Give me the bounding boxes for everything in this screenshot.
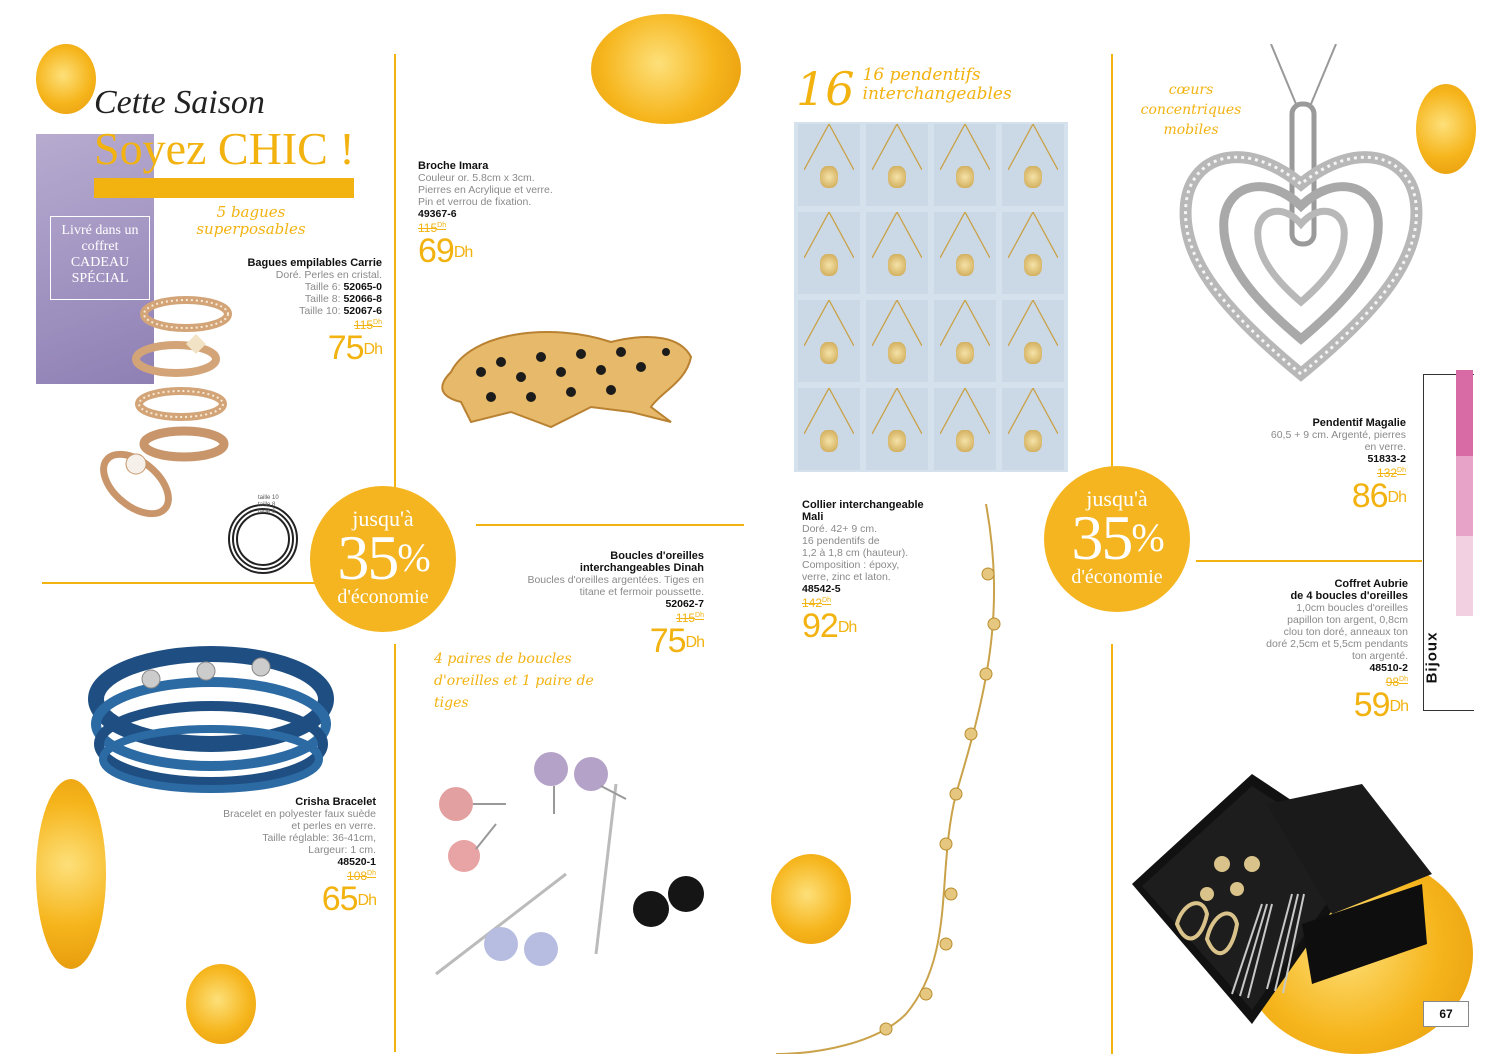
- chain-line: [940, 212, 990, 259]
- chain-line: [804, 388, 854, 435]
- pendant-cell: [1002, 212, 1064, 294]
- old-price: $115^{Dh}$: [353, 318, 382, 332]
- title-line1: Cette Saison: [94, 84, 265, 121]
- chain-line: [1008, 212, 1058, 259]
- product-name: Bagues empilables Carrie: [247, 257, 382, 269]
- discount-badge-left: jusqu'à 35% d'économie: [310, 486, 456, 632]
- pendant-charm: [1024, 254, 1042, 276]
- product-bracelet: Crisha Bracelet Bracelet en polyester faux suède et perles en verre. Taille réglable: 36-41cm, Largeur: 1 cm. 48520-1 $108^{Dh}$ $65^{Dh}$: [166, 796, 376, 916]
- flower-bottom-left-2: [186, 964, 256, 1044]
- divider-h3: [1196, 560, 1422, 562]
- size-row: Taille 6: 52065-0: [304, 281, 382, 293]
- page-number: 67: [1423, 1001, 1469, 1027]
- product-necklace: Collier interchangeable Mali Doré. 42+ 9 cm. 16 pendentifs de 1,2 à 1,8 cm (hauteur). Composition : époxy, verre, zinc et laton. 48542-5 $142^{Dh}$ $92^{Dh}$: [802, 499, 962, 643]
- price: $65^{Dh}$: [321, 880, 376, 918]
- chain-line: [872, 124, 922, 171]
- price: $59^{Dh}$: [1353, 686, 1408, 724]
- pendant-cell: [798, 300, 860, 382]
- tab-stripe-2: [1456, 456, 1473, 536]
- pendant-cell: [1002, 388, 1064, 470]
- annotation-pendants: 16 16 pendentifs interchangeables: [796, 62, 1012, 116]
- chain-line: [1008, 300, 1058, 347]
- title-bar: [94, 178, 354, 198]
- title-line2: Soyez CHIC !: [94, 123, 355, 174]
- old-price: $115^{Dh}$: [418, 221, 447, 235]
- pendant-charm: [888, 166, 906, 188]
- product-pendant: Pendentif Magalie 60,5 + 9 cm. Argenté, pierres en verre. 51833-2 $132^{Dh}$ $86^{Dh}$: [1196, 417, 1406, 513]
- bracelet-image: [86, 629, 336, 794]
- chain-line: [804, 212, 854, 259]
- pendant-cell: [866, 212, 928, 294]
- catalog-spread: [36, 44, 1473, 1054]
- pendant-charm: [820, 430, 838, 452]
- pendant-charm: [820, 166, 838, 188]
- price: $86^{Dh}$: [1351, 477, 1406, 515]
- old-price: $142^{Dh}$: [802, 596, 831, 610]
- pendant-cell: [866, 124, 928, 206]
- chain-line: [940, 300, 990, 347]
- pendant-cell: [866, 300, 928, 382]
- price: $92^{Dh}$: [802, 607, 857, 645]
- chain-line: [804, 124, 854, 171]
- flower-bottom-left: [36, 779, 106, 969]
- pendant-cell: [1002, 124, 1064, 206]
- side-tab-label: Bijoux: [1423, 631, 1441, 684]
- pendant-cell: [798, 212, 860, 294]
- brooch-image: [431, 312, 721, 442]
- pendant-cell: [1002, 300, 1064, 382]
- chain-line: [872, 300, 922, 347]
- flower-top-center: [591, 14, 741, 124]
- pendant-charm: [956, 254, 974, 276]
- ring-size-labels: taille 10 taille 8 taille 6: [258, 495, 279, 515]
- pendant-cell: [934, 388, 996, 470]
- pendant-charm: [1024, 430, 1042, 452]
- chain-line: [872, 212, 922, 259]
- pendant-cell: [798, 388, 860, 470]
- discount-badge-right: jusqu'à 35% d'économie: [1044, 466, 1190, 612]
- chain-line: [1008, 124, 1058, 171]
- divider-h2: [476, 524, 744, 526]
- pendant-charm: [1024, 166, 1042, 188]
- gift-box-label: Livré dans un coffret CADEAU SPÉCIAL: [50, 216, 150, 300]
- ring-size-chart: [218, 489, 308, 579]
- size-row: Taille 10: 52067-6: [299, 305, 382, 317]
- pendant-cell: [866, 388, 928, 470]
- pendant-cell: [934, 124, 996, 206]
- earrings-image: [426, 744, 706, 984]
- annotation-hearts: cœurs concentriques mobiles: [1140, 82, 1242, 138]
- divider-v2: [1111, 54, 1113, 494]
- pendant-charm: [956, 166, 974, 188]
- product-desc: Doré. Perles en cristal.: [275, 269, 382, 281]
- chain-line: [940, 388, 990, 435]
- price: $75^{Dh}$: [327, 329, 382, 367]
- product-brooch: Broche Imara Couleur or. 5.8cm x 3cm. Pierres en Acrylique et verre. Pin et verrou de fixation. 49367-6 $115^{Dh}$ $69^{Dh}$: [418, 160, 618, 268]
- pendant-charm: [888, 430, 906, 452]
- old-price: $108^{Dh}$: [347, 869, 376, 883]
- tab-stripe-3: [1456, 536, 1473, 616]
- divider-v1b: [394, 644, 396, 1052]
- pendant-charm: [820, 254, 838, 276]
- old-price: $132^{Dh}$: [1377, 466, 1406, 480]
- old-price: $115^{Dh}$: [675, 611, 704, 625]
- chain-line: [804, 300, 854, 347]
- pendant-cell: [934, 212, 996, 294]
- heart-pendant-image: [1176, 44, 1426, 394]
- product-earrings: Boucles d'oreilles interchangeables Dinah Boucles d'oreilles argentées. Tiges en titane et fermoir poussette. 52062-7 $115^{Dh}$ $75^{Dh}$: [466, 550, 704, 658]
- earring-box-image: [1072, 764, 1432, 1034]
- annotation-rings: 5 bagues superposables: [196, 203, 306, 238]
- tab-stripe-1: [1456, 370, 1473, 456]
- chain-line: [1008, 388, 1058, 435]
- chain-line: [872, 388, 922, 435]
- annotation-earrings: 4 paires de boucles d'oreilles et 1 paire de tiges: [434, 651, 594, 711]
- pendant-charm: [956, 342, 974, 364]
- divider-h1: [42, 582, 338, 584]
- old-price: $98^{Dh}$: [1385, 675, 1408, 689]
- necklace-image: [756, 494, 1056, 1054]
- chain-line: [940, 124, 990, 171]
- pendant-charm: [888, 342, 906, 364]
- pendant-charm: [888, 254, 906, 276]
- pendant-cell: [798, 124, 860, 206]
- divider-v1: [394, 54, 396, 494]
- pendant-cell: [934, 300, 996, 382]
- pendant-charm: [1024, 342, 1042, 364]
- pendant-charm: [956, 430, 974, 452]
- flower-top-left: [36, 44, 96, 114]
- product-earring-set: Coffret Aubrie de 4 boucles d'oreilles 1,0cm boucles d'oreilles papillon ton argent, 0,8cm clou ton doré, anneaux ton doré 2,5cm et 5,5cm pendants ton argenté. 48510-2 $98^{Dh}$ $59^{Dh}$: [1196, 578, 1408, 722]
- price: $69^{Dh}$: [418, 232, 473, 270]
- pendant-charm: [820, 342, 838, 364]
- size-row: Taille 8: 52066-8: [304, 293, 382, 305]
- product-name: Broche Imara: [418, 160, 489, 172]
- price: $75^{Dh}$: [649, 622, 704, 660]
